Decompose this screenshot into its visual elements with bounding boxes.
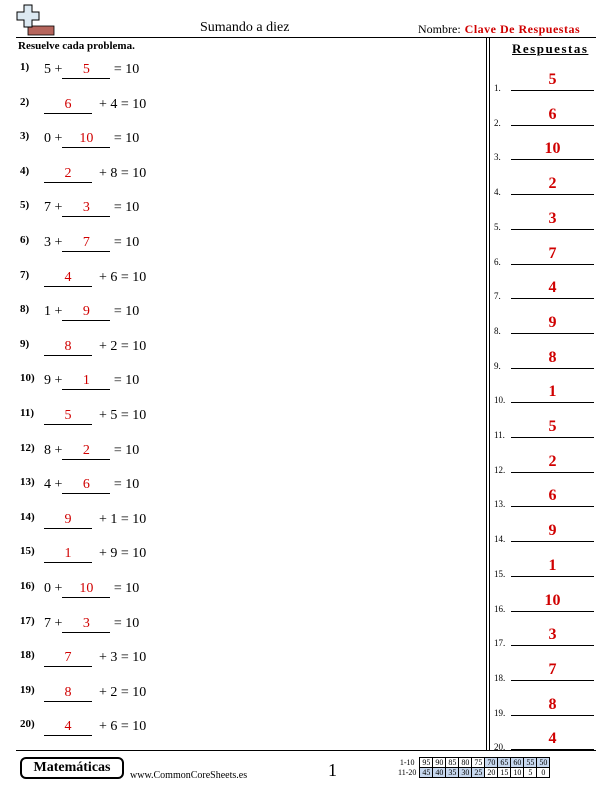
- answer-blank: 8: [44, 339, 92, 356]
- answer-key-item: [494, 661, 594, 681]
- problem-item: 13) 4 + 6 = 10: [20, 476, 140, 493]
- answer-key-line: [511, 680, 594, 681]
- score-cell: 55: [524, 758, 537, 768]
- problem-number: 20): [20, 718, 35, 731]
- problem-number: 7): [20, 268, 30, 281]
- answer-key-value: 2: [548, 452, 557, 470]
- answer-key-line: [511, 159, 594, 160]
- answer-key-item: [494, 175, 594, 198]
- answer-key-label: 10.: [494, 395, 506, 406]
- answer-blank: 3: [62, 200, 110, 217]
- answer-key-line: [511, 368, 594, 369]
- score-cell: 40: [433, 768, 446, 778]
- answer-key-label: 5.: [494, 221, 501, 232]
- answer-key-line: [511, 298, 594, 299]
- answer-key-item: [494, 279, 594, 302]
- answer-key-item: [494, 730, 594, 753]
- answer-key-label: 14.: [494, 534, 506, 545]
- score-cell: 95: [420, 758, 433, 768]
- answer-key-value: 8: [548, 695, 557, 713]
- answer-key-line: [511, 437, 594, 438]
- problem-number: 5): [20, 199, 30, 212]
- answer-key-value: 6: [548, 487, 557, 505]
- problem-number: 3): [20, 130, 30, 143]
- problem-number: 14): [20, 510, 35, 523]
- answer-blank: 1: [62, 373, 110, 390]
- problem-item: 16) 0 + 10 = 10: [20, 580, 140, 596]
- answer-key-line: [511, 402, 594, 403]
- problem-item: 1) 5 + 5 = 10: [20, 61, 140, 77]
- score-row: [396, 768, 550, 778]
- answer-key-item: [494, 210, 594, 230]
- answer-key-value: 3: [548, 209, 557, 227]
- answer-blank: 2: [44, 166, 92, 183]
- score-cell: 70: [485, 758, 498, 768]
- problem-item: 18) 7 + 3 = 10: [20, 649, 147, 666]
- answer-key-line: [511, 90, 594, 91]
- answer-blank: 6: [44, 97, 92, 114]
- answer-key-label: 7.: [494, 291, 501, 302]
- score-row-label: 11-20: [398, 768, 417, 777]
- answer-key-value: 4: [548, 279, 557, 297]
- answer-key-value: 8: [548, 348, 557, 366]
- answer-key-label: 16.: [494, 603, 506, 614]
- answer-key-line: [511, 506, 594, 507]
- answer-key-item: [494, 453, 594, 473]
- score-cell: 60: [511, 758, 524, 768]
- answer-key-label: 20.: [494, 742, 506, 753]
- plus-logo-icon: [16, 4, 56, 36]
- answer-key-line: [511, 125, 594, 126]
- answer-key-label: 17.: [494, 638, 506, 649]
- answer-key-line: [511, 472, 594, 473]
- answer-key-item: [494, 487, 594, 510]
- problem-number: 16): [20, 580, 35, 592]
- answer-blank: 4: [44, 270, 92, 287]
- score-cell: 85: [446, 758, 459, 768]
- answer-key-value: 3: [548, 626, 557, 644]
- answer-blank: 1: [44, 546, 92, 563]
- problem-item: 7) 4 + 6 = 10: [20, 268, 147, 285]
- page-number: 1: [328, 760, 337, 780]
- answer-key-label: 3.: [494, 152, 501, 163]
- problem-item: 3) 0 + 10 = 10: [20, 130, 140, 147]
- score-row: [396, 758, 550, 768]
- answer-key-value: 7: [548, 660, 557, 678]
- answer-key-item: [494, 245, 594, 265]
- problem-item: 11) 5 + 5 = 10: [20, 407, 147, 423]
- score-cell: 5: [524, 768, 537, 778]
- problem-item: 6) 3 + 7 = 10: [20, 234, 140, 250]
- problem-number: 19): [20, 683, 35, 696]
- name-label: Nombre:: [418, 22, 461, 36]
- answer-key-label: 2.: [494, 117, 501, 128]
- answer-key-line: [511, 264, 594, 265]
- answer-blank: 9: [62, 304, 110, 321]
- problem-item: 5) 7 + 3 = 10: [20, 199, 140, 216]
- answer-key-item: [494, 557, 594, 577]
- column-divider-left: [486, 37, 487, 750]
- worksheet-title: Sumando a diez: [200, 20, 290, 35]
- answer-key-item: [494, 314, 594, 334]
- score-cell: 35: [446, 768, 459, 778]
- answer-key-item: [494, 383, 594, 406]
- answer-key-line: [511, 194, 594, 195]
- problem-number: 11): [20, 407, 35, 419]
- answer-key-label: 12.: [494, 464, 506, 475]
- subject-label: Matemáticas: [22, 759, 122, 777]
- header-rule: [16, 37, 596, 38]
- answer-key-value: 5: [548, 71, 557, 88]
- answer-key-value: 9: [548, 313, 557, 331]
- problem-item: 19) 8 + 2 = 10: [20, 683, 147, 700]
- problem-number: 6): [20, 234, 30, 246]
- score-cell: 0: [537, 768, 550, 778]
- problem-item: 20) 4 + 6 = 10: [20, 718, 147, 735]
- score-row-label: 1-10: [399, 758, 415, 767]
- problem-item: 4) 2 + 8 = 10: [20, 164, 147, 181]
- problem-number: 8): [20, 303, 30, 316]
- problem-item: 15) 1 + 9 = 10: [20, 545, 147, 562]
- subject-badge: [20, 757, 124, 779]
- problem-number: 2): [20, 95, 30, 108]
- problem-number: 4): [20, 164, 30, 177]
- answer-key-line: [511, 645, 594, 646]
- answer-key-value: 2: [548, 175, 557, 193]
- answer-key-value: 10: [544, 140, 561, 158]
- score-cell: 75: [472, 758, 485, 768]
- answer-blank: 9: [44, 512, 92, 529]
- answer-key-item: [494, 418, 594, 438]
- answer-key-line: [511, 749, 594, 750]
- problem-item: 12) 8 + 2 = 10: [20, 441, 140, 458]
- name-value: Clave De Respuestas: [464, 22, 581, 36]
- answer-key-line: [511, 715, 594, 716]
- score-cell: 50: [537, 758, 550, 768]
- score-cell: 10: [511, 768, 524, 778]
- instructions: Resuelve cada problema.: [18, 40, 135, 52]
- score-table: [396, 757, 550, 778]
- score-cell: 45: [420, 768, 433, 778]
- answer-key-value: 5: [548, 418, 557, 435]
- problem-item: 2) 6 + 4 = 10: [20, 95, 147, 112]
- answer-blank: 7: [62, 235, 110, 252]
- problem-number: 17): [20, 614, 35, 627]
- answer-key-line: [511, 333, 594, 334]
- problem-item: 8) 1 + 9 = 10: [20, 303, 140, 320]
- answer-key-value: 1: [548, 556, 557, 574]
- problem-number: 12): [20, 441, 35, 454]
- answer-key-item: [494, 71, 594, 91]
- answer-key-value: 1: [548, 383, 557, 401]
- answer-key-value: 10: [544, 591, 561, 609]
- answer-key-label: 4.: [494, 187, 501, 198]
- answer-key-item: [494, 626, 594, 649]
- website-label: www.CommonCoreSheets.es: [130, 770, 248, 781]
- answer-key-value: 9: [548, 522, 557, 540]
- answer-key-label: 8.: [494, 325, 501, 336]
- answer-key-label: 19.: [494, 707, 506, 718]
- answer-blank: 2: [62, 443, 110, 460]
- answer-key-item: [494, 696, 594, 716]
- problem-number: 10): [20, 372, 35, 385]
- answer-key-line: [511, 541, 594, 542]
- column-divider-right: [489, 37, 490, 750]
- problem-number: 18): [20, 649, 35, 662]
- answer-key-item: [494, 592, 594, 612]
- answer-key-label: 18.: [494, 672, 506, 683]
- answer-key-line: [511, 229, 594, 230]
- score-cell: 25: [472, 768, 485, 778]
- problem-number: 9): [20, 337, 30, 350]
- answer-key-label: 15.: [494, 568, 506, 579]
- answer-blank: 8: [44, 685, 92, 702]
- problem-item: 10) 9 + 1 = 10: [20, 372, 140, 389]
- answer-key-line: [511, 611, 594, 612]
- answer-key-item: [494, 522, 594, 545]
- answer-key-label: 1.: [494, 83, 501, 93]
- answer-key-label: 6.: [494, 256, 501, 267]
- problem-item: 14) 9 + 1 = 10: [20, 510, 147, 527]
- score-cell: 90: [433, 758, 446, 768]
- answer-key-label: 11.: [494, 430, 505, 440]
- answer-blank: 5: [44, 408, 92, 425]
- answer-key-line: [511, 576, 594, 577]
- score-cell: 30: [459, 768, 472, 778]
- answer-key-item: [494, 106, 594, 126]
- answer-key-label: 9.: [494, 360, 501, 371]
- answer-key-label: 13.: [494, 499, 506, 510]
- answer-blank: 3: [62, 616, 110, 633]
- name-field: [418, 22, 580, 37]
- answer-blank: 10: [62, 131, 110, 148]
- answer-key-item: [494, 349, 594, 369]
- problem-number: 1): [20, 61, 30, 73]
- answer-blank: 6: [62, 477, 110, 494]
- answer-blank: 10: [62, 581, 110, 598]
- answer-blank: 4: [44, 719, 92, 736]
- problem-item: 17) 7 + 3 = 10: [20, 614, 140, 631]
- problem-number: 13): [20, 476, 35, 489]
- problem-item: 9) 8 + 2 = 10: [20, 337, 147, 354]
- problem-number: 15): [20, 545, 35, 558]
- score-cell: 15: [498, 768, 511, 778]
- score-cell: 80: [459, 758, 472, 768]
- answer-blank: 7: [44, 650, 92, 667]
- answer-key-item: [494, 140, 594, 163]
- answer-key-value: 6: [548, 105, 557, 123]
- answer-blank: 5: [62, 62, 110, 79]
- answer-key-value: 4: [548, 730, 557, 748]
- score-cell: 65: [498, 758, 511, 768]
- answer-key-heading: Respuestas: [512, 41, 589, 56]
- answer-key-value: 7: [548, 244, 557, 262]
- score-cell: 20: [485, 768, 498, 778]
